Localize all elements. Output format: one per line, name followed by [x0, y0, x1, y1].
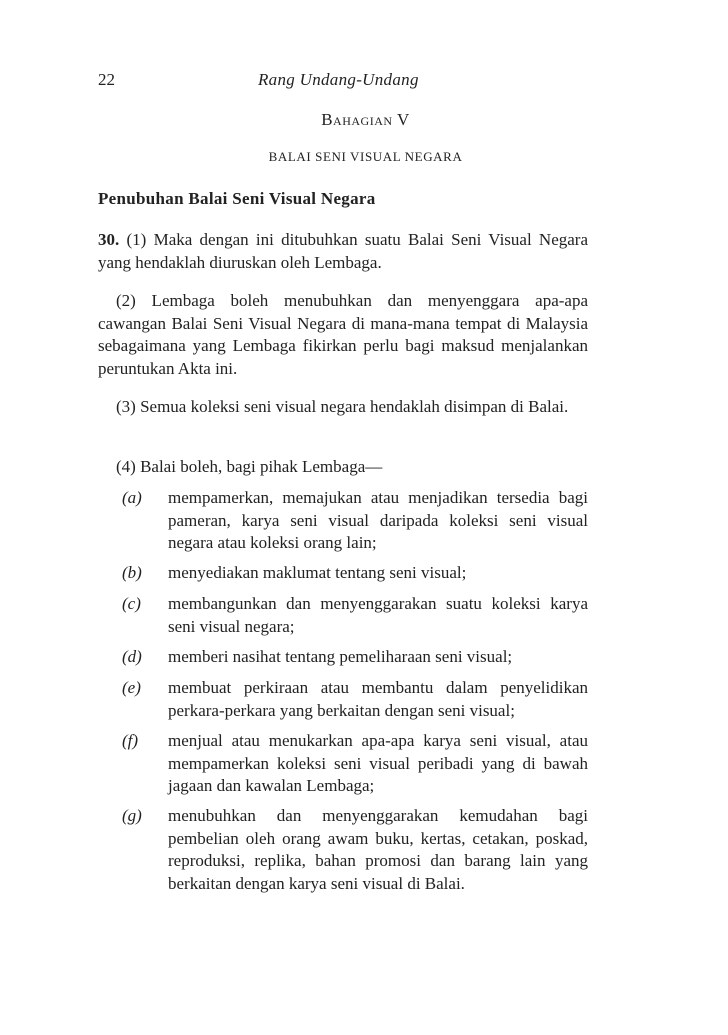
item-label: (e): [122, 678, 141, 697]
section-number: 30.: [98, 230, 120, 249]
subsection-2: (2) Lembaga boleh menubuhkan dan menyenggara apa-apa cawangan Balai Seni Visual Negara di mana-mana tempat di Malaysia sebagaimana yang Lembaga fikirkan perlu bagi maksud menjalankan peruntukan Akta ini.: [98, 291, 588, 378]
subsection-1-text: (1) Maka dengan ini ditubuhkan suatu Balai Seni Visual Negara yang hendaklah diuruskan oleh Lembaga.: [98, 230, 589, 272]
part-heading-text: Bahagian V: [321, 110, 410, 129]
list-item-d: [122, 646, 588, 669]
subsection-4: (4) Balai boleh, bagi pihak Lembaga—: [116, 457, 383, 476]
list-item-e: [122, 677, 588, 722]
list-item-g: [122, 805, 588, 895]
item-label: (g): [122, 806, 142, 825]
running-title: Rang Undang-Undang: [258, 70, 419, 89]
page-header: [98, 70, 588, 94]
part-title: BALAI SENI VISUAL NEGARA: [268, 149, 463, 164]
item-label: (c): [122, 594, 141, 613]
list-item-b: [122, 562, 588, 585]
item-text: membuat perkiraan atau membantu dalam penyelidikan perkara-perkara yang berkaitan dengan seni visual;: [168, 678, 588, 720]
item-text: membangunkan dan menyenggarakan suatu koleksi karya seni visual negara;: [168, 594, 588, 636]
section-heading: Penubuhan Balai Seni Visual Negara: [98, 189, 376, 208]
list-item-a: [122, 487, 588, 555]
part-heading: [98, 110, 588, 130]
subsection-3: (3) Semua koleksi seni visual negara hendaklah disimpan di Balai.: [116, 397, 569, 416]
list-item-f: [122, 730, 588, 798]
item-text: menubuhkan dan menyenggarakan kemudahan bagi pembelian oleh orang awam buku, kertas, cetakan, poskad, reproduksi, replika, bahan promosi dan barang lain yang berkaitan dengan karya seni visual di Balai.: [168, 806, 588, 893]
item-label: (a): [122, 488, 142, 507]
item-label: (d): [122, 647, 142, 666]
item-text: menjual atau menukarkan apa-apa karya seni visual, atau mempamerkan koleksi seni visual peribadi yang di bawah jagaan dan kawalan Lembaga;: [168, 731, 588, 795]
item-text: mempamerkan, memajukan atau menjadikan tersedia bagi pameran, karya seni visual daripada koleksi seni visual negara atau koleksi orang lain;: [168, 488, 588, 552]
document-page: [98, 0, 588, 1035]
item-text: menyediakan maklumat tentang seni visual;: [168, 563, 467, 582]
subsection-1: [98, 229, 588, 274]
item-label: (f): [122, 731, 139, 750]
page-number: 22: [98, 70, 115, 89]
item-label: (b): [122, 563, 142, 582]
item-text: memberi nasihat tentang pemeliharaan seni visual;: [168, 647, 513, 666]
list-item-c: [122, 593, 588, 638]
